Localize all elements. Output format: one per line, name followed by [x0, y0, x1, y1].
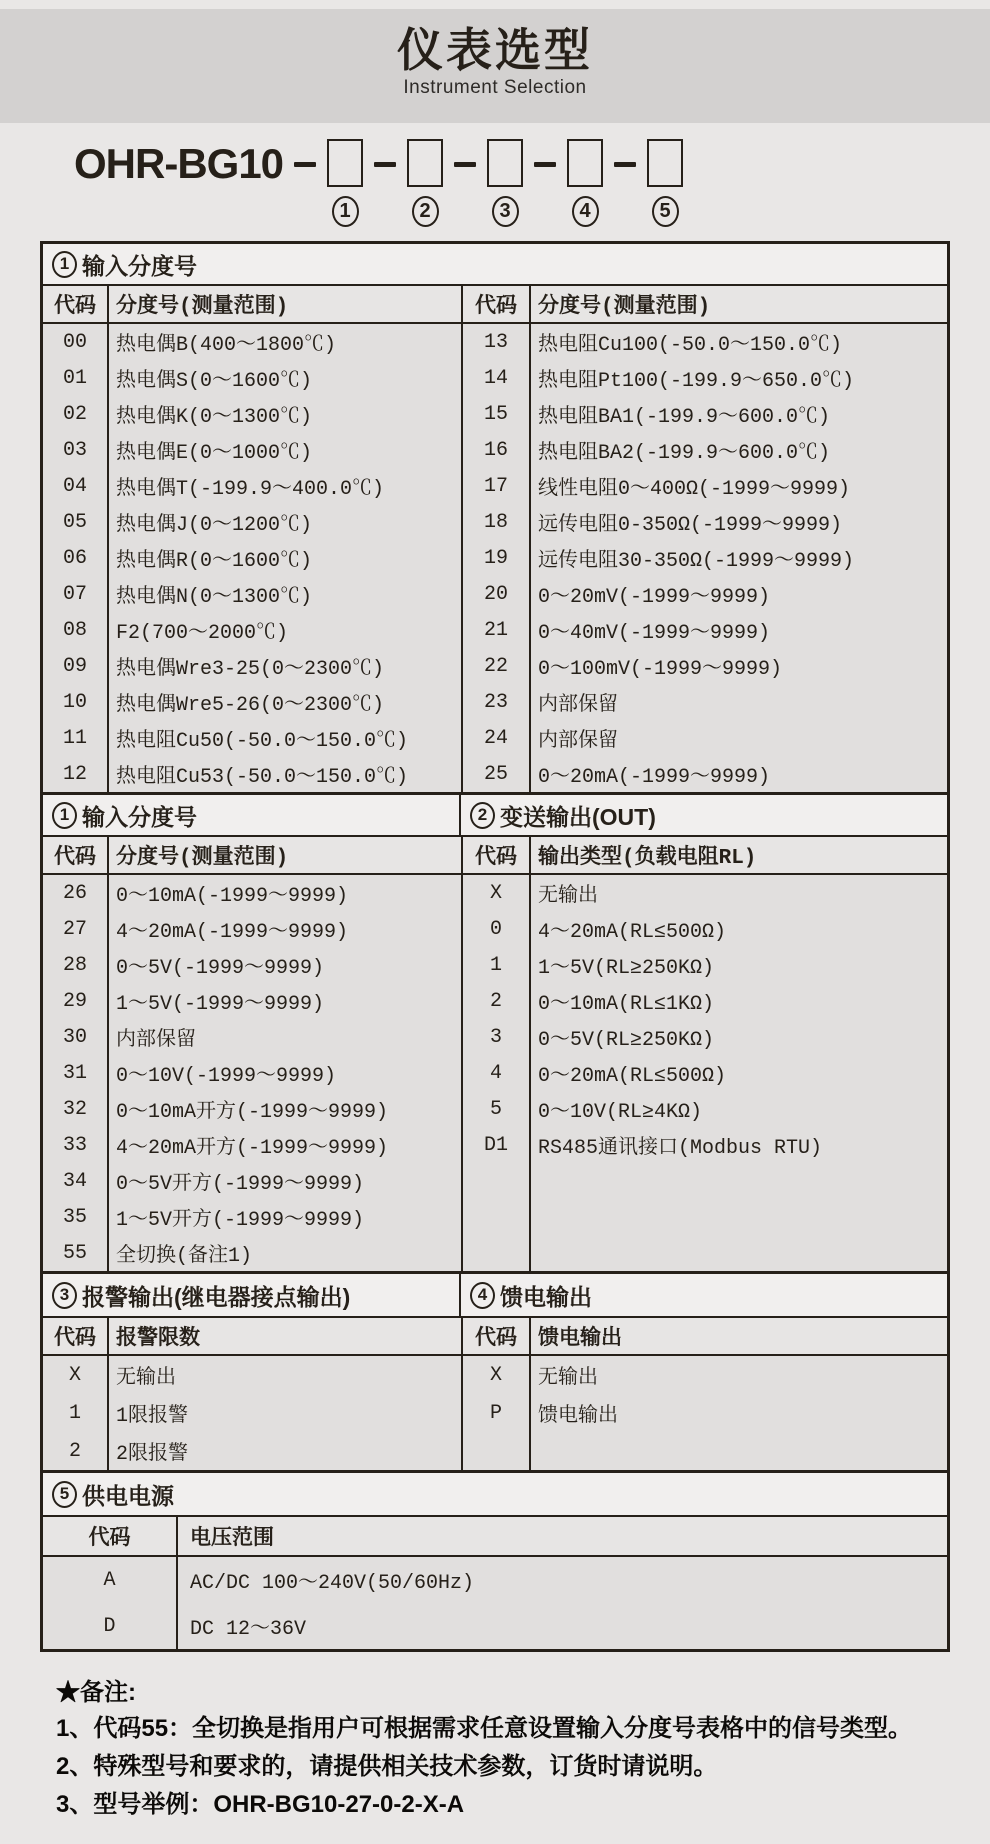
row-code: 16 [483, 438, 508, 462]
row-code: A [103, 1568, 116, 1592]
slot-number-badge: 1 [332, 196, 359, 227]
col-header-desc: 输出类型(负载电阻RL) [538, 847, 757, 870]
row-code: 27 [62, 917, 87, 941]
row-code: 29 [62, 989, 87, 1013]
table-row [43, 1235, 461, 1271]
table-row [43, 1163, 461, 1199]
row-desc: 4～20mA开方(-1999～9999) [116, 1137, 389, 1160]
remarks-list [56, 1710, 950, 1824]
row-desc: AC/DC 100～240V(50/60Hz) [190, 1572, 475, 1595]
row-code: 08 [62, 618, 87, 642]
section-title: 供电电源 [82, 1482, 174, 1509]
row-desc: 热电偶T(-199.9～400.0℃) [116, 478, 385, 501]
model-prefix: OHR-BG10 [74, 140, 284, 187]
row-desc: 0～20mA(RL≤500Ω) [538, 1065, 727, 1088]
row-desc: 0～20mV(-1999～9999) [538, 586, 771, 609]
row-code: 00 [62, 330, 87, 354]
row-code: 34 [62, 1169, 87, 1193]
table-row [463, 1091, 947, 1127]
table-row [463, 612, 947, 648]
table-row [463, 1356, 947, 1394]
model-slots [283, 139, 683, 227]
row-desc: F2(700～2000℃) [116, 622, 289, 645]
col-header-code: 代码 [88, 1528, 131, 1551]
circled-number: 1 [52, 802, 77, 829]
slot-number-badge: 3 [492, 196, 519, 227]
row-desc: 热电阻BA2(-199.9～600.0℃) [538, 442, 831, 465]
column-divider [107, 1318, 109, 1470]
section-header [43, 1473, 947, 1517]
row-desc: 2限报警 [116, 1443, 189, 1466]
column-header-row [463, 1318, 947, 1356]
row-code: 20 [483, 582, 508, 606]
row-code: 33 [62, 1133, 87, 1157]
row-desc: 0～5V开方(-1999～9999) [116, 1173, 365, 1196]
table-row [463, 983, 947, 1019]
table-row [463, 684, 947, 720]
row-code: 05 [62, 510, 87, 534]
column-divider [107, 286, 109, 792]
row-desc: 热电偶J(0～1200℃) [116, 514, 313, 537]
power-table [43, 1517, 947, 1649]
model-slot-box [567, 139, 603, 187]
remarks-header: ★备注: [56, 1679, 136, 1706]
circled-number: 2 [470, 802, 495, 829]
row-desc: 4～20mA(RL≤500Ω) [538, 921, 727, 944]
row-code: P [489, 1401, 502, 1425]
col-header-desc: 分度号(测量范围) [116, 847, 289, 870]
table-row [43, 396, 461, 432]
table-row [463, 875, 947, 911]
row-desc: 热电阻BA1(-199.9～600.0℃) [538, 406, 831, 429]
row-desc: 1～5V(-1999～9999) [116, 993, 325, 1016]
table-row [43, 983, 461, 1019]
row-desc: 1限报警 [116, 1405, 189, 1428]
row-code: 11 [62, 726, 87, 750]
model-slot-box [407, 139, 443, 187]
row-desc: 热电阻Cu100(-50.0～150.0℃) [538, 334, 843, 357]
row-desc: 馈电输出 [538, 1405, 618, 1428]
page [0, 9, 990, 1844]
row-code: 0 [489, 917, 502, 941]
row-desc: 热电偶S(0～1600℃) [116, 370, 313, 393]
section-header [43, 244, 947, 286]
circled-number: 5 [52, 1481, 77, 1508]
row-code: 5 [489, 1097, 502, 1121]
table-row [43, 1019, 461, 1055]
row-desc: RS485通讯接口(Modbus RTU) [538, 1137, 823, 1160]
row-code: 12 [62, 762, 87, 786]
row-desc: 热电偶Wre3-25(0～2300℃) [116, 658, 385, 681]
model-slot-box [647, 139, 683, 187]
input-table-left [43, 286, 461, 792]
row-code: D [103, 1614, 116, 1638]
table-row [43, 1199, 461, 1235]
circled-number: 3 [52, 1282, 77, 1309]
table-row [463, 1127, 947, 1163]
row-desc: 全切换(备注1) [116, 1245, 253, 1268]
row-desc: 热电偶N(0～1300℃) [116, 586, 313, 609]
table-row [43, 432, 461, 468]
model-slot-box [327, 139, 363, 187]
row-code: 10 [62, 690, 87, 714]
table-row [463, 360, 947, 396]
table-row [43, 1394, 461, 1432]
row-desc: 0～10V(-1999～9999) [116, 1065, 337, 1088]
row-code: 26 [62, 881, 87, 905]
col-header-desc: 报警限数 [116, 1328, 200, 1351]
row-desc: 内部保留 [116, 1029, 196, 1052]
model-slot [603, 139, 683, 227]
row-code: 18 [483, 510, 508, 534]
alarm-table [43, 1318, 461, 1470]
model-slot [363, 139, 443, 227]
row-code: 07 [62, 582, 87, 606]
table-row [43, 756, 461, 792]
row-desc: 线性电阻0～400Ω(-1999～9999) [538, 478, 851, 501]
table-row [43, 1055, 461, 1091]
column-divider [176, 1517, 178, 1649]
column-header-row [43, 1517, 947, 1557]
col-header-desc: 分度号(测量范围) [538, 296, 711, 319]
row-code: 01 [62, 366, 87, 390]
dash-separator [294, 162, 316, 167]
row-code: D1 [483, 1133, 508, 1157]
section-header [43, 795, 947, 837]
column-divider [529, 837, 531, 1271]
column-header-row [43, 286, 461, 324]
page-subtitle: Instrument Selection [403, 77, 587, 98]
row-desc: 0～5V(-1999～9999) [116, 957, 325, 980]
row-code: 30 [62, 1025, 87, 1049]
model-code-diagram [74, 139, 990, 227]
table-row [43, 1091, 461, 1127]
table-row [43, 504, 461, 540]
remark-line: 1、代码55：全切换是指用户可根据需求任意设置输入分度号表格中的信号类型。 [56, 1715, 913, 1742]
row-desc: 0～10mA(-1999～9999) [116, 885, 349, 908]
table-row [43, 540, 461, 576]
slot-number-badge: 2 [412, 196, 439, 227]
row-code: 02 [62, 402, 87, 426]
table-row [463, 1394, 947, 1432]
row-desc: 0～40mV(-1999～9999) [538, 622, 771, 645]
table-row [463, 1055, 947, 1091]
row-code: 25 [483, 762, 508, 786]
row-desc: 热电阻Pt100(-199.9～650.0℃) [538, 370, 855, 393]
section-input-and-output [43, 792, 947, 1271]
table-row [43, 576, 461, 612]
row-desc: DC 12～36V [190, 1618, 307, 1641]
row-code: 17 [483, 474, 508, 498]
column-header-row [463, 286, 947, 324]
feed-table [461, 1318, 947, 1470]
input-table-left [43, 837, 461, 1271]
row-desc: 0～100mV(-1999～9999) [538, 658, 783, 681]
table-row [463, 648, 947, 684]
column-header-row [463, 837, 947, 875]
section-title: 报警输出(继电器接点输出) [82, 1283, 351, 1310]
remarks [56, 1676, 950, 1824]
table-row [463, 396, 947, 432]
row-desc: 0～5V(RL≥250KΩ) [538, 1029, 715, 1052]
model-slot [283, 139, 363, 227]
selection-table [40, 241, 950, 1652]
row-code: 3 [489, 1025, 502, 1049]
table-row [463, 947, 947, 983]
dash-separator [614, 162, 636, 167]
section-title: 输入分度号 [82, 803, 197, 830]
table-row [43, 947, 461, 983]
row-desc: 热电偶Wre5-26(0～2300℃) [116, 694, 385, 717]
row-code: 1 [68, 1401, 81, 1425]
circled-number: 4 [470, 1282, 495, 1309]
section-power-supply [43, 1470, 947, 1649]
table-row [463, 756, 947, 792]
section-header [43, 1274, 947, 1318]
page-title: 仪表选型 [397, 24, 593, 76]
circled-number: 1 [52, 251, 77, 278]
col-header-desc: 分度号(测量范围) [116, 296, 289, 319]
section-input-graduation [43, 244, 947, 792]
output-table-right [461, 837, 947, 1271]
column-divider [529, 1318, 531, 1470]
table-row [463, 911, 947, 947]
row-desc: 0～10V(RL≥4KΩ) [538, 1101, 703, 1124]
col-header-code: 代码 [54, 296, 96, 319]
section-title: 馈电输出 [500, 1283, 592, 1310]
slot-number-badge: 4 [572, 196, 599, 227]
table-row [43, 1127, 461, 1163]
model-slot [443, 139, 523, 227]
col-header-code: 代码 [54, 1328, 96, 1351]
column-divider [107, 837, 109, 1271]
table-row [463, 540, 947, 576]
col-header-desc: 电压范围 [190, 1528, 274, 1551]
section-title: 变送输出(OUT) [500, 803, 656, 830]
row-code: 2 [68, 1439, 81, 1463]
table-row [43, 648, 461, 684]
col-header-code: 代码 [54, 847, 96, 870]
row-desc: 4～20mA(-1999～9999) [116, 921, 349, 944]
row-desc: 无输出 [538, 885, 598, 908]
row-code: 06 [62, 546, 87, 570]
row-code: 04 [62, 474, 87, 498]
row-desc: 内部保留 [538, 694, 618, 717]
row-code: 55 [62, 1241, 87, 1265]
row-code: 4 [489, 1061, 502, 1085]
table-row [43, 1557, 947, 1603]
dash-separator [534, 162, 556, 167]
row-code: X [68, 1363, 81, 1387]
row-code: X [489, 1363, 502, 1387]
table-row [43, 1432, 461, 1470]
row-desc: 热电阻Cu50(-50.0～150.0℃) [116, 730, 409, 753]
row-code: 09 [62, 654, 87, 678]
model-slot-box [487, 139, 523, 187]
dash-separator [454, 162, 476, 167]
table-row [43, 324, 461, 360]
row-desc: 热电偶K(0～1300℃) [116, 406, 313, 429]
table-row [43, 1356, 461, 1394]
row-code: 03 [62, 438, 87, 462]
row-code: 2 [489, 989, 502, 1013]
row-desc: 无输出 [538, 1367, 598, 1390]
row-code: 14 [483, 366, 508, 390]
page-header [0, 9, 990, 123]
model-slot [523, 139, 603, 227]
row-code: 15 [483, 402, 508, 426]
row-code: 1 [489, 953, 502, 977]
row-code: 32 [62, 1097, 87, 1121]
table-row [43, 1603, 947, 1649]
row-desc: 1～5V开方(-1999～9999) [116, 1209, 365, 1232]
table-row [463, 1019, 947, 1055]
row-desc: 1～5V(RL≥250KΩ) [538, 957, 715, 980]
table-row [463, 432, 947, 468]
column-header-row [43, 1318, 461, 1356]
row-desc: 0～20mA(-1999～9999) [538, 766, 771, 789]
column-divider [529, 286, 531, 792]
table-row [43, 875, 461, 911]
slot-number-badge: 5 [652, 196, 679, 227]
table-row [43, 468, 461, 504]
row-desc: 内部保留 [538, 730, 618, 753]
table-row [43, 612, 461, 648]
col-header-code: 代码 [475, 1328, 517, 1351]
row-desc: 0～10mA开方(-1999～9999) [116, 1101, 389, 1124]
section-alarm-and-feed [43, 1271, 947, 1470]
input-table-right [461, 286, 947, 792]
col-header-code: 代码 [475, 296, 517, 319]
row-code: 13 [483, 330, 508, 354]
column-header-row [43, 837, 461, 875]
row-code: 24 [483, 726, 508, 750]
row-code: 35 [62, 1205, 87, 1229]
row-desc: 远传电阻0-350Ω(-1999～9999) [538, 514, 843, 537]
row-code: 19 [483, 546, 508, 570]
row-desc: 热电偶E(0～1000℃) [116, 442, 313, 465]
row-code: 31 [62, 1061, 87, 1085]
table-row [43, 684, 461, 720]
remark-line: 3、型号举例：OHR-BG10-27-0-2-X-A [56, 1791, 465, 1818]
row-desc: 远传电阻30-350Ω(-1999～9999) [538, 550, 855, 573]
row-desc: 热电阻Cu53(-50.0～150.0℃) [116, 766, 409, 789]
row-code: 23 [483, 690, 508, 714]
row-code: X [489, 881, 502, 905]
col-header-code: 代码 [475, 847, 517, 870]
table-row [463, 468, 947, 504]
table-row [463, 720, 947, 756]
row-desc: 热电偶B(400～1800℃) [116, 334, 337, 357]
row-desc: 无输出 [116, 1367, 176, 1390]
row-code: 21 [483, 618, 508, 642]
row-desc: 热电偶R(0～1600℃) [116, 550, 313, 573]
remark-line: 2、特殊型号和要求的，请提供相关技术参数，订货时请说明。 [56, 1753, 718, 1780]
col-header-desc: 馈电输出 [538, 1328, 622, 1351]
table-row [43, 360, 461, 396]
row-desc: 0～10mA(RL≤1KΩ) [538, 993, 715, 1016]
section-title: 输入分度号 [82, 252, 197, 279]
row-code: 22 [483, 654, 508, 678]
table-row [463, 576, 947, 612]
table-row [463, 504, 947, 540]
table-row [43, 720, 461, 756]
row-code: 28 [62, 953, 87, 977]
table-row [463, 324, 947, 360]
table-row [43, 911, 461, 947]
dash-separator [374, 162, 396, 167]
